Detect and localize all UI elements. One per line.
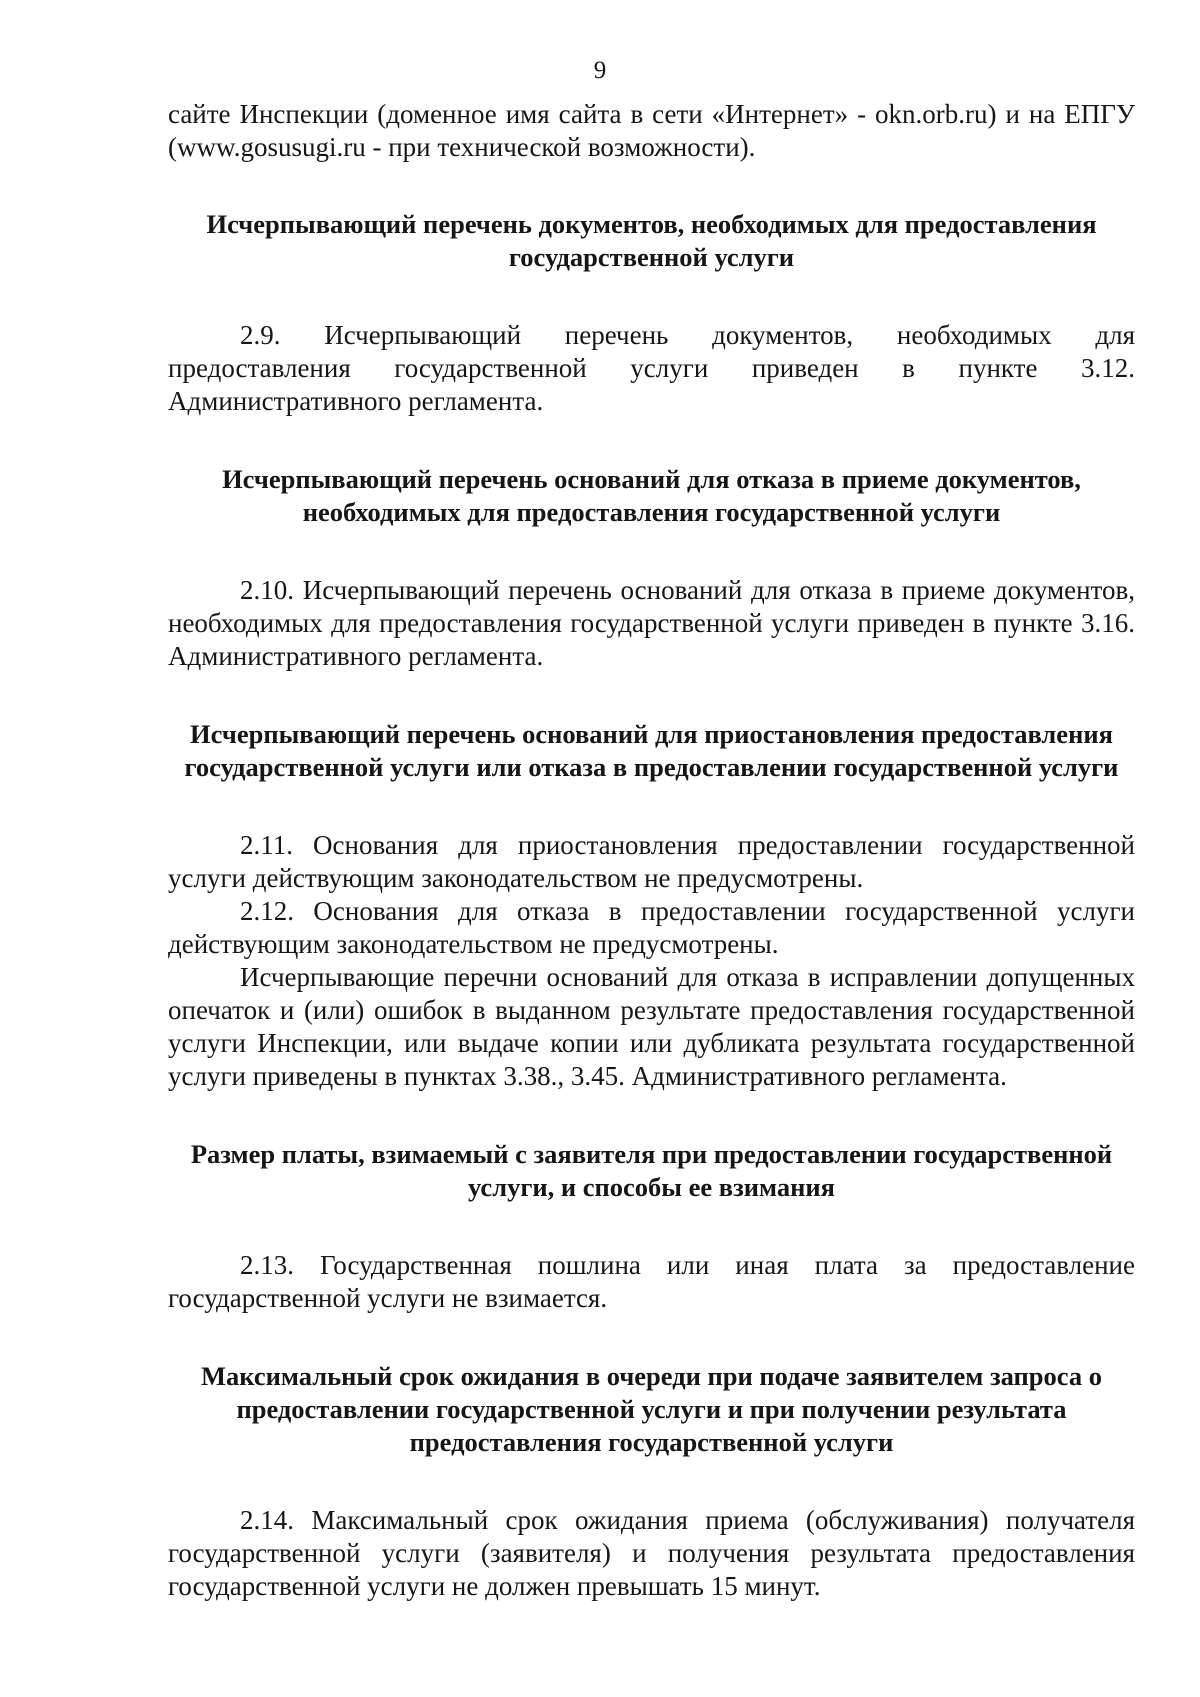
paragraph-2-12: 2.12. Основания для отказа в предоставлении государственной услуги действующим законодательством не предусмотрены. (168, 896, 1135, 959)
paragraph-2-9: 2.9. Исчерпывающий перечень документов, необходимых для предоставления государственной услуги приведен в пункте 3.12. Административного регламента. (168, 320, 1135, 416)
heading-refusal-acceptance: Исчерпывающий перечень оснований для отказа в приеме документов, необходимых для предоставления государственной услуги (222, 464, 1081, 527)
heading-fee: Размер платы, взимаемый с заявителя при предоставлении государственной услуги, и способы ее взимания (190, 1139, 1113, 1202)
heading-suspension-refusal: Исчерпывающий перечень оснований для приостановления предоставления государственной услуги или отказа в предоставлении государственной услуги (184, 719, 1119, 782)
paragraph-2-11: 2.11. Основания для приостановления предоставлении государственной услуги действующим законодательством не предусмотрены. (168, 830, 1135, 893)
document-body (168, 98, 1135, 1603)
heading-waiting-time: Максимальный срок ожидания в очереди при подаче заявителем запроса о предоставлении государственной услуги и при получении результата предоставления государственной услуги (200, 1361, 1102, 1457)
intro-paragraph: сайте Инспекции (доменное имя сайта в сети «Интернет» - okn.orb.ru) и на ЕПГУ (www.gosusugi.ru - при технической возможности). (168, 99, 1135, 162)
paragraph-2-10: 2.10. Исчерпывающий перечень оснований для отказа в приеме документов, необходимых для предоставления государственной услуги приведен в пункте 3.16. Административного регламента. (168, 575, 1135, 671)
page-number: 9 (593, 57, 607, 84)
paragraph-2-13: 2.13. Государственная пошлина или иная плата за предоставление государственной услуги не взимается. (168, 1250, 1135, 1313)
paragraph-2-14: 2.14. Максимальный срок ожидания приема (обслуживания) получателя государственной услуги (заявителя) и получения результата предоставления государственной услуги не должен превышать 15 минут. (168, 1505, 1135, 1601)
heading-documents-list: Исчерпывающий перечень документов, необходимых для предоставления государственной услуги (206, 209, 1097, 272)
paragraph-corrections-refusal: Исчерпывающие перечни оснований для отказа в исправлении допущенных опечаток и (или) ошибок в выданном результате предоставления государственной услуги Инспекции, или выдаче копии или дубликата результата государственной услуги приведены в пунктах 3.38., 3.45. Административного регламента. (168, 962, 1135, 1091)
